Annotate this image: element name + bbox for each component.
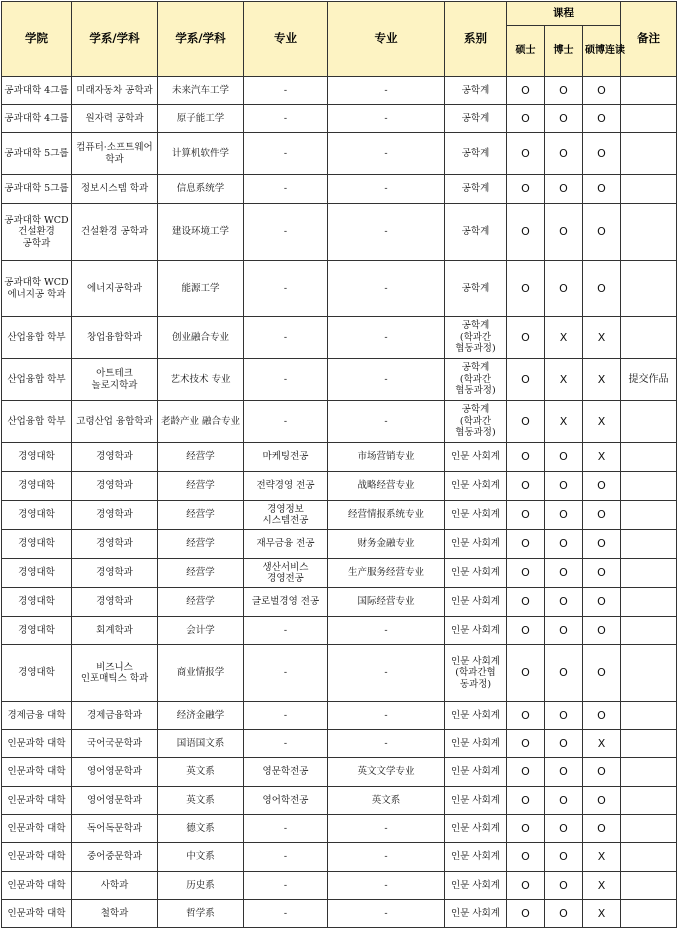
doctor-mark: O bbox=[545, 588, 583, 617]
master-mark: O bbox=[507, 105, 545, 133]
major-kr-cell: - bbox=[244, 702, 328, 730]
major-cn-cell: - bbox=[328, 105, 445, 133]
dept-cn-cell: 计算机软件学 bbox=[158, 133, 244, 175]
college-cell: 경영대학 bbox=[2, 588, 72, 617]
college-cell: 공과대학 WCD 에너지공 학과 bbox=[2, 261, 72, 317]
integrated-mark: X bbox=[583, 443, 621, 472]
remark-cell bbox=[621, 758, 677, 787]
dept-kr-cell: 철학과 bbox=[72, 900, 158, 928]
track-cell: 인문 사회계 bbox=[445, 530, 507, 559]
master-mark: O bbox=[507, 261, 545, 317]
table-row bbox=[2, 204, 677, 261]
table-row bbox=[2, 472, 677, 501]
dept-cn-cell: 建设环境工学 bbox=[158, 204, 244, 261]
major-kr-cell: - bbox=[244, 730, 328, 758]
major-cn-cell: - bbox=[328, 133, 445, 175]
dept-cn-cell: 德文系 bbox=[158, 815, 244, 843]
dept-cn-cell: 经营学 bbox=[158, 530, 244, 559]
remark-cell bbox=[621, 900, 677, 928]
table-row bbox=[2, 77, 677, 105]
table-row bbox=[2, 133, 677, 175]
master-mark: O bbox=[507, 77, 545, 105]
master-mark: O bbox=[507, 702, 545, 730]
master-mark: O bbox=[507, 787, 545, 815]
dept-kr-cell: 독어독문학과 bbox=[72, 815, 158, 843]
track-cell: 공학계 bbox=[445, 77, 507, 105]
dept-cn-cell: 经营学 bbox=[158, 559, 244, 588]
major-cn-cell: - bbox=[328, 815, 445, 843]
track-cell: 인문 사회계 bbox=[445, 787, 507, 815]
major-kr-cell: - bbox=[244, 359, 328, 401]
major-cn-cell: 财务金融专业 bbox=[328, 530, 445, 559]
header-dept-cn: 学系/学科 bbox=[158, 2, 244, 77]
header-doctor: 博士 bbox=[545, 26, 583, 77]
header-track: 系别 bbox=[445, 2, 507, 77]
dept-cn-cell: 经营学 bbox=[158, 472, 244, 501]
header-integrated: 硕博连读 bbox=[583, 26, 621, 77]
remark-cell bbox=[621, 730, 677, 758]
table-row bbox=[2, 588, 677, 617]
track-cell: 인문 사회계 bbox=[445, 559, 507, 588]
integrated-mark: O bbox=[583, 472, 621, 501]
header-major-cn: 专业 bbox=[328, 2, 445, 77]
header-dept-kr: 学系/学科 bbox=[72, 2, 158, 77]
doctor-mark: O bbox=[545, 77, 583, 105]
major-kr-cell: 마케팅전공 bbox=[244, 443, 328, 472]
remark-cell bbox=[621, 472, 677, 501]
integrated-mark: O bbox=[583, 559, 621, 588]
dept-kr-cell: 정보시스템 학과 bbox=[72, 175, 158, 204]
major-kr-cell: - bbox=[244, 815, 328, 843]
table-row bbox=[2, 530, 677, 559]
major-kr-cell: - bbox=[244, 645, 328, 702]
integrated-mark: O bbox=[583, 815, 621, 843]
college-cell: 공과대학 4그룹 bbox=[2, 77, 72, 105]
dept-kr-cell: 건설환경 공학과 bbox=[72, 204, 158, 261]
remark-cell bbox=[621, 843, 677, 872]
track-cell: 인문 사회계 (학과간협 동과정) bbox=[445, 645, 507, 702]
remark-cell bbox=[621, 787, 677, 815]
master-mark: O bbox=[507, 758, 545, 787]
integrated-mark: O bbox=[583, 501, 621, 530]
major-cn-cell: - bbox=[328, 175, 445, 204]
table-row bbox=[2, 559, 677, 588]
remark-cell bbox=[621, 175, 677, 204]
integrated-mark: O bbox=[583, 758, 621, 787]
remark-cell bbox=[621, 815, 677, 843]
major-cn-cell: 市场营销专业 bbox=[328, 443, 445, 472]
dept-kr-cell: 고령산업 융합학과 bbox=[72, 401, 158, 443]
master-mark: O bbox=[507, 645, 545, 702]
dept-cn-cell: 老龄产业 融合专业 bbox=[158, 401, 244, 443]
remark-cell bbox=[621, 501, 677, 530]
major-kr-cell: - bbox=[244, 872, 328, 900]
header-courses: 课程 bbox=[507, 2, 621, 26]
doctor-mark: O bbox=[545, 530, 583, 559]
major-cn-cell: - bbox=[328, 702, 445, 730]
major-cn-cell: - bbox=[328, 359, 445, 401]
dept-kr-cell: 회계학과 bbox=[72, 617, 158, 645]
remark-cell bbox=[621, 530, 677, 559]
table-row bbox=[2, 843, 677, 872]
college-cell: 경제금융 대학 bbox=[2, 702, 72, 730]
integrated-mark: O bbox=[583, 702, 621, 730]
track-cell: 인문 사회계 bbox=[445, 843, 507, 872]
dept-kr-cell: 영어영문학과 bbox=[72, 787, 158, 815]
integrated-mark: O bbox=[583, 261, 621, 317]
dept-cn-cell: 经营学 bbox=[158, 443, 244, 472]
track-cell: 공학계 (학과간 협동과정) bbox=[445, 359, 507, 401]
track-cell: 인문 사회계 bbox=[445, 588, 507, 617]
master-mark: O bbox=[507, 815, 545, 843]
integrated-mark: O bbox=[583, 77, 621, 105]
major-cn-cell: - bbox=[328, 872, 445, 900]
college-cell: 경영대학 bbox=[2, 501, 72, 530]
college-cell: 경영대학 bbox=[2, 530, 72, 559]
integrated-mark: X bbox=[583, 730, 621, 758]
table-row bbox=[2, 730, 677, 758]
integrated-mark: O bbox=[583, 787, 621, 815]
track-cell: 공학계 bbox=[445, 175, 507, 204]
college-cell: 인문과학 대학 bbox=[2, 815, 72, 843]
dept-cn-cell: 国语国文系 bbox=[158, 730, 244, 758]
dept-kr-cell: 경영학과 bbox=[72, 501, 158, 530]
college-cell: 경영대학 bbox=[2, 617, 72, 645]
dept-cn-cell: 原子能工学 bbox=[158, 105, 244, 133]
major-kr-cell: 글로벌경영 전공 bbox=[244, 588, 328, 617]
dept-cn-cell: 历史系 bbox=[158, 872, 244, 900]
doctor-mark: X bbox=[545, 401, 583, 443]
dept-cn-cell: 哲学系 bbox=[158, 900, 244, 928]
header-row bbox=[2, 2, 677, 26]
table-row bbox=[2, 815, 677, 843]
track-cell: 인문 사회계 bbox=[445, 472, 507, 501]
major-cn-cell: 战略经营专业 bbox=[328, 472, 445, 501]
table-header bbox=[2, 2, 677, 77]
doctor-mark: O bbox=[545, 443, 583, 472]
major-cn-cell: - bbox=[328, 843, 445, 872]
dept-kr-cell: 사학과 bbox=[72, 872, 158, 900]
college-cell: 인문과학 대학 bbox=[2, 872, 72, 900]
major-cn-cell: - bbox=[328, 617, 445, 645]
remark-cell bbox=[621, 105, 677, 133]
major-kr-cell: - bbox=[244, 401, 328, 443]
track-cell: 인문 사회계 bbox=[445, 815, 507, 843]
doctor-mark: O bbox=[545, 758, 583, 787]
major-kr-cell: - bbox=[244, 204, 328, 261]
table-row bbox=[2, 105, 677, 133]
table-row bbox=[2, 317, 677, 359]
track-cell: 인문 사회계 bbox=[445, 758, 507, 787]
doctor-mark: O bbox=[545, 815, 583, 843]
college-cell: 경영대학 bbox=[2, 472, 72, 501]
track-cell: 인문 사회계 bbox=[445, 702, 507, 730]
doctor-mark: O bbox=[545, 175, 583, 204]
track-cell: 공학계 bbox=[445, 261, 507, 317]
doctor-mark: O bbox=[545, 261, 583, 317]
dept-kr-cell: 미래자동차 공학과 bbox=[72, 77, 158, 105]
dept-cn-cell: 经营学 bbox=[158, 501, 244, 530]
track-cell: 공학계 bbox=[445, 204, 507, 261]
dept-kr-cell: 컴퓨터·소프트웨어 학과 bbox=[72, 133, 158, 175]
integrated-mark: O bbox=[583, 105, 621, 133]
major-cn-cell: 国际经营专业 bbox=[328, 588, 445, 617]
integrated-mark: O bbox=[583, 617, 621, 645]
header-remark: 备注 bbox=[621, 2, 677, 77]
integrated-mark: X bbox=[583, 872, 621, 900]
major-cn-cell: - bbox=[328, 730, 445, 758]
doctor-mark: O bbox=[545, 702, 583, 730]
major-cn-cell: - bbox=[328, 645, 445, 702]
major-cn-cell: 英文文学专业 bbox=[328, 758, 445, 787]
remark-cell bbox=[621, 401, 677, 443]
major-kr-cell: - bbox=[244, 105, 328, 133]
table-row bbox=[2, 401, 677, 443]
integrated-mark: X bbox=[583, 359, 621, 401]
major-cn-cell: - bbox=[328, 77, 445, 105]
major-kr-cell: - bbox=[244, 843, 328, 872]
dept-cn-cell: 英文系 bbox=[158, 787, 244, 815]
master-mark: O bbox=[507, 588, 545, 617]
table-row bbox=[2, 645, 677, 702]
major-cn-cell: - bbox=[328, 317, 445, 359]
table-row bbox=[2, 443, 677, 472]
major-kr-cell: 재무금융 전공 bbox=[244, 530, 328, 559]
major-cn-cell: 生产服务经营专业 bbox=[328, 559, 445, 588]
master-mark: O bbox=[507, 730, 545, 758]
table-row bbox=[2, 359, 677, 401]
remark-cell bbox=[621, 204, 677, 261]
dept-kr-cell: 영어영문학과 bbox=[72, 758, 158, 787]
doctor-mark: O bbox=[545, 645, 583, 702]
remark-cell bbox=[621, 559, 677, 588]
master-mark: O bbox=[507, 559, 545, 588]
remark-cell: 提交作品 bbox=[621, 359, 677, 401]
program-table bbox=[1, 1, 677, 928]
doctor-mark: O bbox=[545, 872, 583, 900]
dept-kr-cell: 원자력 공학과 bbox=[72, 105, 158, 133]
doctor-mark: O bbox=[545, 900, 583, 928]
major-cn-cell: 经营情报系统专业 bbox=[328, 501, 445, 530]
remark-cell bbox=[621, 702, 677, 730]
dept-kr-cell: 아트테크 놀로지학과 bbox=[72, 359, 158, 401]
dept-kr-cell: 비즈니스 인포매틱스 학과 bbox=[72, 645, 158, 702]
remark-cell bbox=[621, 617, 677, 645]
master-mark: O bbox=[507, 359, 545, 401]
college-cell: 공과대학 5그룹 bbox=[2, 133, 72, 175]
table-row bbox=[2, 702, 677, 730]
college-cell: 경영대학 bbox=[2, 559, 72, 588]
dept-cn-cell: 未来汽车工学 bbox=[158, 77, 244, 105]
integrated-mark: O bbox=[583, 204, 621, 261]
integrated-mark: O bbox=[583, 175, 621, 204]
dept-kr-cell: 경영학과 bbox=[72, 588, 158, 617]
master-mark: O bbox=[507, 317, 545, 359]
remark-cell bbox=[621, 133, 677, 175]
major-cn-cell: 英文系 bbox=[328, 787, 445, 815]
major-cn-cell: - bbox=[328, 204, 445, 261]
doctor-mark: O bbox=[545, 843, 583, 872]
college-cell: 산업융합 학부 bbox=[2, 401, 72, 443]
dept-cn-cell: 中文系 bbox=[158, 843, 244, 872]
major-kr-cell: 경영정보 시스템전공 bbox=[244, 501, 328, 530]
remark-cell bbox=[621, 77, 677, 105]
dept-cn-cell: 会计学 bbox=[158, 617, 244, 645]
master-mark: O bbox=[507, 401, 545, 443]
remark-cell bbox=[621, 261, 677, 317]
college-cell: 인문과학 대학 bbox=[2, 758, 72, 787]
integrated-mark: X bbox=[583, 401, 621, 443]
master-mark: O bbox=[507, 843, 545, 872]
major-kr-cell: - bbox=[244, 77, 328, 105]
major-cn-cell: - bbox=[328, 900, 445, 928]
track-cell: 인문 사회계 bbox=[445, 730, 507, 758]
dept-kr-cell: 창업융합학과 bbox=[72, 317, 158, 359]
integrated-mark: O bbox=[583, 530, 621, 559]
header-major-kr: 专业 bbox=[244, 2, 328, 77]
college-cell: 인문과학 대학 bbox=[2, 900, 72, 928]
integrated-mark: X bbox=[583, 843, 621, 872]
dept-cn-cell: 经营学 bbox=[158, 588, 244, 617]
dept-kr-cell: 에너지공학과 bbox=[72, 261, 158, 317]
doctor-mark: O bbox=[545, 730, 583, 758]
college-cell: 인문과학 대학 bbox=[2, 843, 72, 872]
doctor-mark: O bbox=[545, 617, 583, 645]
dept-cn-cell: 商业情报学 bbox=[158, 645, 244, 702]
master-mark: O bbox=[507, 204, 545, 261]
college-cell: 경영대학 bbox=[2, 443, 72, 472]
track-cell: 공학계 bbox=[445, 105, 507, 133]
master-mark: O bbox=[507, 617, 545, 645]
track-cell: 인문 사회계 bbox=[445, 443, 507, 472]
table-row bbox=[2, 758, 677, 787]
dept-cn-cell: 经济金融学 bbox=[158, 702, 244, 730]
integrated-mark: O bbox=[583, 133, 621, 175]
college-cell: 산업융합 학부 bbox=[2, 359, 72, 401]
major-kr-cell: 영어학전공 bbox=[244, 787, 328, 815]
major-kr-cell: - bbox=[244, 617, 328, 645]
major-kr-cell: - bbox=[244, 175, 328, 204]
college-cell: 경영대학 bbox=[2, 645, 72, 702]
college-cell: 공과대학 5그룹 bbox=[2, 175, 72, 204]
doctor-mark: O bbox=[545, 501, 583, 530]
college-cell: 인문과학 대학 bbox=[2, 787, 72, 815]
table-row bbox=[2, 175, 677, 204]
major-cn-cell: - bbox=[328, 261, 445, 317]
college-cell: 산업융합 학부 bbox=[2, 317, 72, 359]
dept-kr-cell: 경영학과 bbox=[72, 530, 158, 559]
major-kr-cell: - bbox=[244, 900, 328, 928]
dept-kr-cell: 경제금융학과 bbox=[72, 702, 158, 730]
dept-kr-cell: 경영학과 bbox=[72, 559, 158, 588]
major-kr-cell: - bbox=[244, 261, 328, 317]
dept-cn-cell: 信息系统学 bbox=[158, 175, 244, 204]
doctor-mark: X bbox=[545, 317, 583, 359]
track-cell: 인문 사회계 bbox=[445, 872, 507, 900]
integrated-mark: X bbox=[583, 900, 621, 928]
table-row bbox=[2, 872, 677, 900]
master-mark: O bbox=[507, 900, 545, 928]
dept-kr-cell: 국어국문학과 bbox=[72, 730, 158, 758]
header-college: 学院 bbox=[2, 2, 72, 77]
doctor-mark: O bbox=[545, 787, 583, 815]
doctor-mark: O bbox=[545, 559, 583, 588]
dept-kr-cell: 경영학과 bbox=[72, 443, 158, 472]
doctor-mark: O bbox=[545, 472, 583, 501]
integrated-mark: O bbox=[583, 645, 621, 702]
track-cell: 공학계 (학과간 협동과정) bbox=[445, 317, 507, 359]
integrated-mark: X bbox=[583, 317, 621, 359]
dept-cn-cell: 创业融合专业 bbox=[158, 317, 244, 359]
dept-cn-cell: 能源工学 bbox=[158, 261, 244, 317]
master-mark: O bbox=[507, 133, 545, 175]
major-kr-cell: - bbox=[244, 133, 328, 175]
table-body bbox=[2, 77, 677, 928]
remark-cell bbox=[621, 443, 677, 472]
master-mark: O bbox=[507, 443, 545, 472]
table-row bbox=[2, 900, 677, 928]
doctor-mark: O bbox=[545, 204, 583, 261]
master-mark: O bbox=[507, 872, 545, 900]
dept-cn-cell: 英文系 bbox=[158, 758, 244, 787]
remark-cell bbox=[621, 872, 677, 900]
master-mark: O bbox=[507, 530, 545, 559]
college-cell: 공과대학 4그룹 bbox=[2, 105, 72, 133]
track-cell: 공학계 (학과간 협동과정) bbox=[445, 401, 507, 443]
dept-cn-cell: 艺术技术 专业 bbox=[158, 359, 244, 401]
track-cell: 인문 사회계 bbox=[445, 617, 507, 645]
remark-cell bbox=[621, 317, 677, 359]
master-mark: O bbox=[507, 472, 545, 501]
integrated-mark: O bbox=[583, 588, 621, 617]
table-row bbox=[2, 787, 677, 815]
dept-kr-cell: 경영학과 bbox=[72, 472, 158, 501]
college-cell: 공과대학 WCD 건설환경 공학과 bbox=[2, 204, 72, 261]
table-row bbox=[2, 261, 677, 317]
remark-cell bbox=[621, 588, 677, 617]
track-cell: 공학계 bbox=[445, 133, 507, 175]
major-kr-cell: 전략경영 전공 bbox=[244, 472, 328, 501]
table-row bbox=[2, 617, 677, 645]
remark-cell bbox=[621, 645, 677, 702]
major-cn-cell: - bbox=[328, 401, 445, 443]
track-cell: 인문 사회계 bbox=[445, 501, 507, 530]
major-kr-cell: 생산서비스 경영전공 bbox=[244, 559, 328, 588]
header-master: 硕士 bbox=[507, 26, 545, 77]
doctor-mark: X bbox=[545, 359, 583, 401]
doctor-mark: O bbox=[545, 105, 583, 133]
track-cell: 인문 사회계 bbox=[445, 900, 507, 928]
college-cell: 인문과학 대학 bbox=[2, 730, 72, 758]
table-row bbox=[2, 501, 677, 530]
dept-kr-cell: 중어중문학과 bbox=[72, 843, 158, 872]
major-kr-cell: - bbox=[244, 317, 328, 359]
master-mark: O bbox=[507, 501, 545, 530]
doctor-mark: O bbox=[545, 133, 583, 175]
master-mark: O bbox=[507, 175, 545, 204]
major-kr-cell: 영문학전공 bbox=[244, 758, 328, 787]
